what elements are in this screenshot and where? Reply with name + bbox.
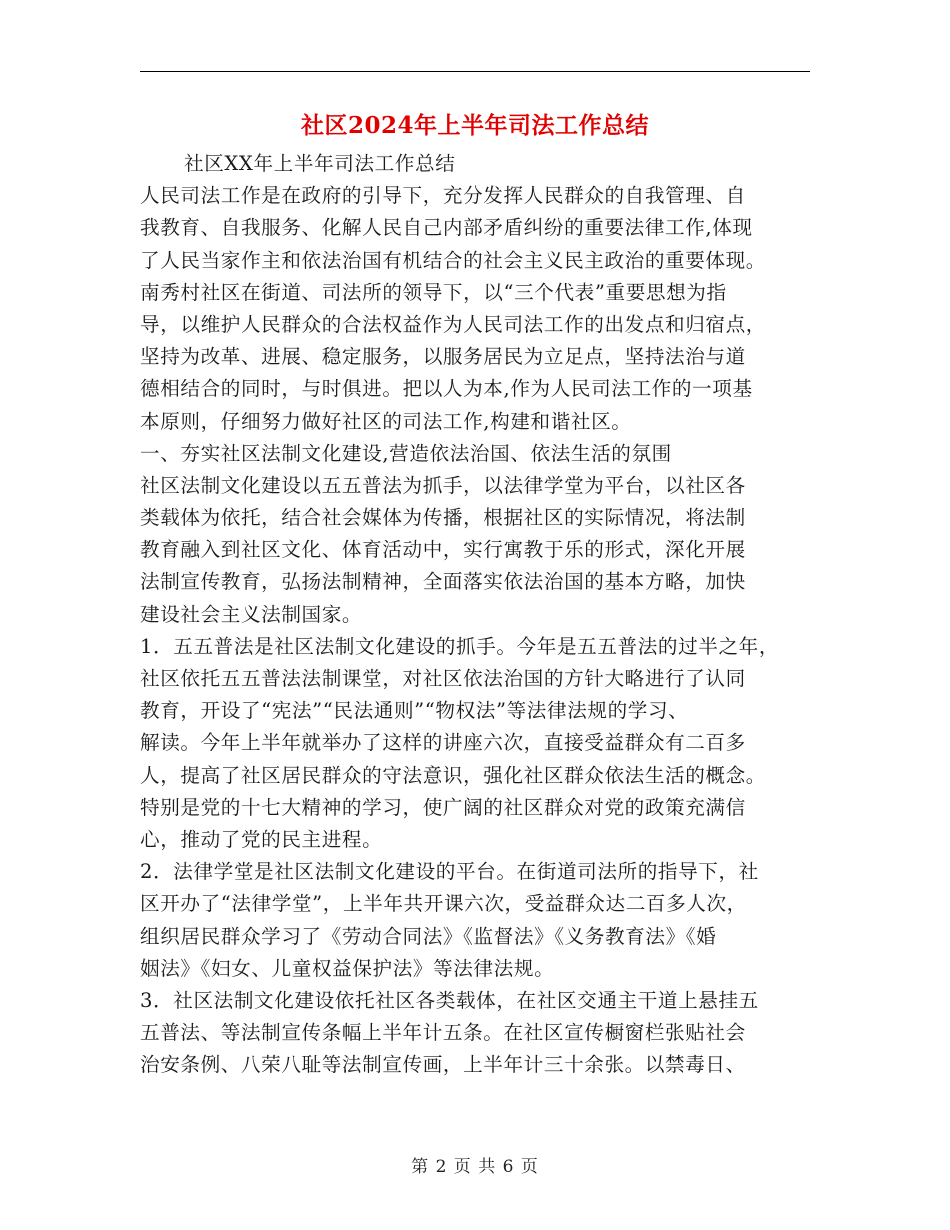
body-line: 坚持为改革、进展、稳定服务，以服务居民为立足点，坚持法治与道 — [140, 345, 746, 369]
document-title: 社区2024年上半年司法工作总结 — [300, 112, 649, 139]
body-line: 特别是党的十七大精神的学习，使广阔的社区群众对党的政策充满信 — [140, 795, 746, 819]
body-line: 德相结合的同时，与时俱进。把以人为本,作为人民司法工作的一项基 — [140, 377, 753, 401]
body-line: 组织居民群众学习了《劳动合同法》《监督法》《义务教育法》《婚 — [140, 924, 717, 948]
body-line: 姻法》《妇女、儿童权益保护法》等法律法规。 — [140, 956, 555, 980]
body-line: 治安条例、八荣八耻等法制宣传画，上半年计三十余张。以禁毒日、 — [140, 1053, 746, 1077]
section-heading: 一、夯实社区法制文化建设,营造依法治国、依法生活的氛围 — [140, 441, 672, 465]
header-rule — [140, 71, 810, 72]
body-line: 南秀村社区在街道、司法所的领导下，以“三个代表”重要思想为指 — [140, 280, 727, 304]
body-line: 社区依托五五普法法制课堂，对社区依法治国的方针大略进行了认同 — [140, 667, 746, 690]
body-line: 解读。今年上半年就举办了这样的讲座六次，直接受益群众有二百多 — [140, 731, 746, 755]
body-line: 区开办了“法律学堂”，上半年共开课六次，受益群众达二百多人次， — [140, 892, 747, 916]
document-body — [140, 148, 812, 1081]
body-line: 建设社会主义法制国家。 — [140, 602, 363, 626]
body-line: 教育，开设了“宪法”“民法通则”“物权法”等法律法规的学习、 — [140, 699, 689, 723]
body-line: 社区法制文化建设以五五普法为抓手，以法律学堂为平台，以社区各 — [140, 473, 746, 497]
body-line: 教育融入到社区文化、体育活动中，实行寓教于乐的形式，深化开展 — [140, 538, 746, 562]
body-line: 法制宣传教育，弘扬法制精神，全面落实依法治国的基本方略，加快 — [140, 570, 746, 594]
numbered-item-line: 1．五五普法是社区法制文化建设的抓手。今年是五五普法的过半之年， — [140, 634, 780, 658]
body-line: 人民司法工作是在政府的引导下，充分发挥人民群众的自我管理、自 — [140, 184, 746, 208]
body-line: 类载体为依托，结合社会媒体为传播，根据社区的实际情况，将法制 — [140, 506, 746, 530]
body-line: 了人民当家作主和依法治国有机结合的社会主义民主政治的重要体现。 — [140, 248, 767, 272]
subtitle-line: 社区XX年上半年司法工作总结 — [184, 152, 456, 175]
body-line: 我教育、自我服务、化解人民自己内部矛盾纠纷的重要法律工作,体现 — [140, 216, 753, 240]
body-line: 五普法、等法制宣传条幅上半年计五条。在社区宣传橱窗栏张贴社会 — [140, 1021, 746, 1045]
body-line: 人，提高了社区居民群众的守法意识，强化社区群众依法生活的概念。 — [140, 763, 767, 787]
page-number-footer: 第 2 页 共 6 页 — [411, 1157, 539, 1177]
body-line: 心，推动了党的民主进程。 — [140, 827, 383, 851]
numbered-item-line: 3．社区法制文化建设依托社区各类载体，在社区交通主干道上悬挂五 — [140, 988, 759, 1012]
body-line: 导，以维护人民群众的合法权益作为人民司法工作的出发点和归宿点， — [140, 312, 767, 336]
body-line: 本原则，仔细努力做好社区的司法工作,构建和谐社区。 — [140, 409, 632, 433]
numbered-item-line: 2．法律学堂是社区法制文化建设的平台。在街道司法所的指导下，社 — [140, 860, 759, 884]
